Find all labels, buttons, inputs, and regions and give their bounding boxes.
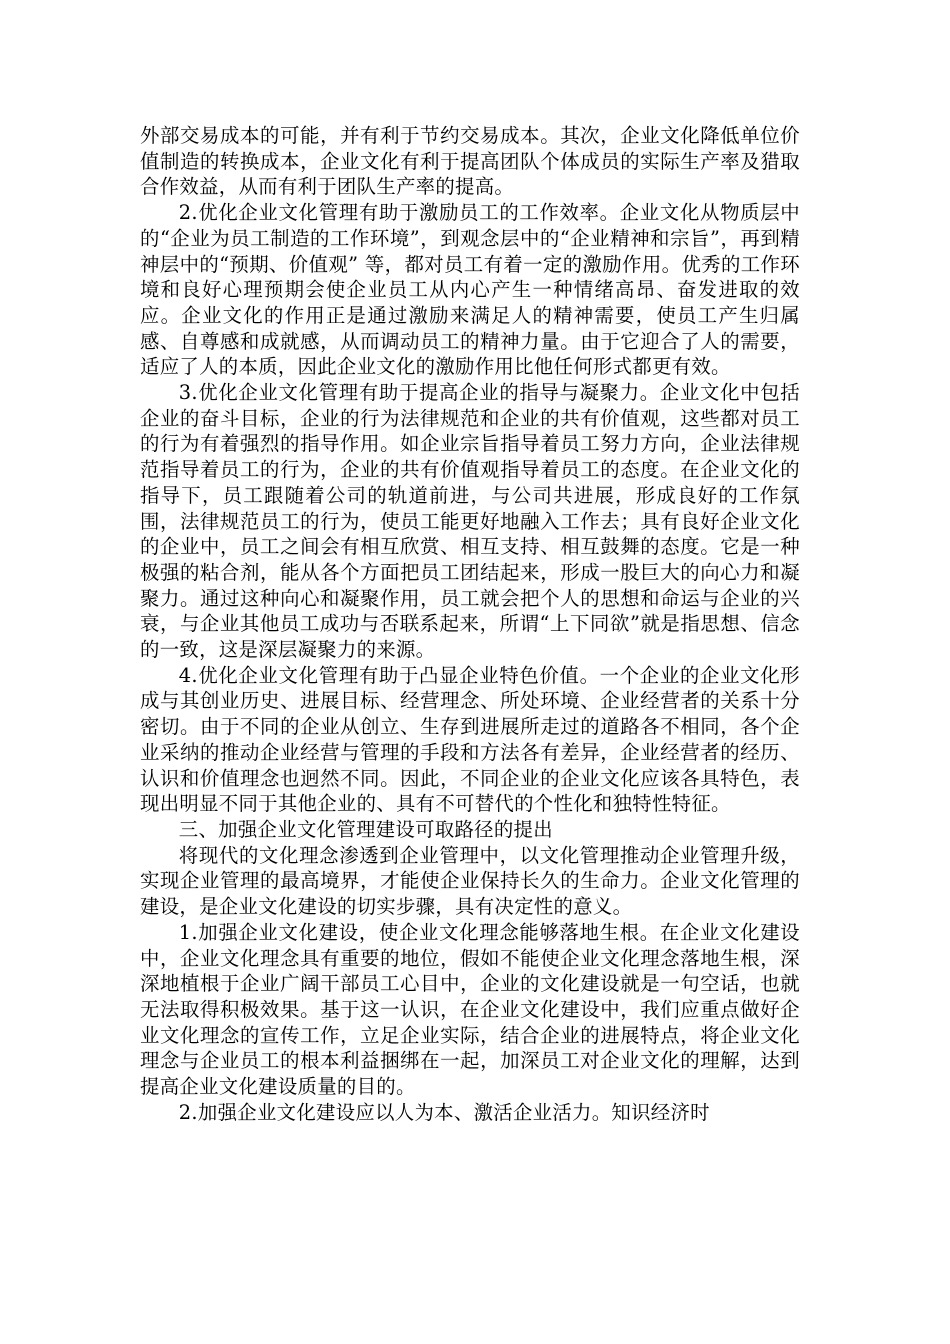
section-heading-three: 三、加强企业文化管理建设可取路径的提出	[178, 817, 553, 841]
paragraph-section-intro: 将现代的文化理念渗透到企业管理中，以文化管理推动企业管理升级，实现企业管理的最高境界，才能使企业保持长久的生命力。企业文化管理的建设，是企业文化建设的切实步骤，具有决定性的意义。	[140, 843, 800, 919]
paragraph-item-4-characteristics: 4.优化企业文化管理有助于凸显企业特色价值。一个企业的企业文化形成与其创业历史、进展目标、经营理念、所处环境、企业经营者的关系十分密切。由于不同的企业从创立、生存到进展所走过的道路各不相同，各个企业采纳的推动企业经营与管理的手段和方法各有差异，企业经营者的经历、认识和价值理念也迥然不同。因此，不同企业的企业文化应该各具特色，表现出明显不同于其他企业的、具有不可替代的个性化和独特性特征。	[140, 663, 800, 816]
paragraph-item-2-motivation: 2.优化企业文化管理有助于激励员工的工作效率。企业文化从物质层中的“企业为员工制造的工作环境”，到观念层中的“企业精神和宗旨”，再到精神层中的“预期、价值观” 等，都对员工有着一定的激励作用。优秀的工作环境和良好心理预期会使企业员工从内心产生一种情绪高昂、奋发进取的效应。企业文化的作用正是通过激励来满足人的精神需要，使员工产生归属感、自尊感和成就感，从而调动员工的精神力量。由于它迎合了人的需要，适应了人的本质，因此企业文化的激励作用比他任何形式都更有效。	[140, 201, 800, 379]
paragraph-continuation: 外部交易成本的可能，并有利于节约交易成本。其次，企业文化降低单位价值制造的转换成本，企业文化有利于提高团队个体成员的实际生产率及猎取合作效益，从而有利于团队生产率的提高。	[140, 124, 800, 199]
paragraph-path-2: 2.加强企业文化建设应以人为本、激活企业活力。知识经济时	[178, 1100, 710, 1124]
paragraph-item-3-cohesion: 3.优化企业文化管理有助于提高企业的指导与凝聚力。企业文化中包括企业的奋斗目标，企业的行为法律规范和企业的共有价值观，这些都对员工的行为有着强烈的指导作用。如企业宗旨指导着员工努力方向，企业法律规范指导着员工的行为，企业的共有价值观指导着员工的态度。在企业文化的指导下，员工跟随着公司的轨道前进，与公司共进展，形成良好的工作氛围，法律规范员工的行为，使员工能更好地融入工作去；具有良好企业文化的企业中，员工之间会有相互欣赏、相互支持、相互鼓舞的态度。它是一种极强的粘合剂，能从各个方面把员工团结起来，形成一股巨大的向心力和凝聚力。通过这种向心和凝聚作用，员工就会把个人的思想和命运与企业的兴衰，与企业其他员工成功与否联系起来，所谓“上下同欲”就是指思想、信念的一致，这是深层凝聚力的来源。	[140, 381, 800, 662]
paragraph-path-1: 1.加强企业文化建设，使企业文化理念能够落地生根。在企业文化建设中，企业文化理念具有重要的地位，假如不能使企业文化理念落地生根，深深地植根于企业广阔干部员工心目中，企业的文化建设就是一句空话，也就无法取得积极效果。基于这一认识，在企业文化建设中，我们应重点做好企业文化理念的宣传工作，立足企业实际，结合企业的进展特点，将企业文化理念与企业员工的根本利益捆绑在一起，加深员工对企业文化的理解，达到提高企业文化建设质量的目的。	[140, 920, 800, 1099]
document-page	[140, 123, 800, 1125]
